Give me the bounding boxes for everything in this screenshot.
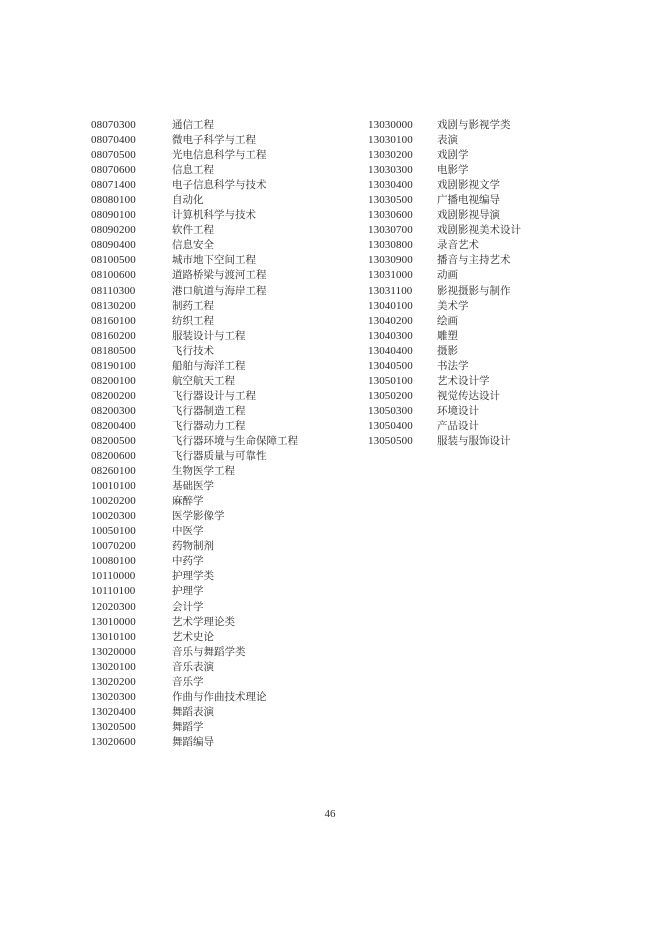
- major-name: 药物制剂: [172, 540, 214, 553]
- major-name: 制药工程: [172, 299, 214, 312]
- major-name: 微电子科学与工程: [172, 134, 256, 147]
- major-name: 信息工程: [172, 164, 214, 177]
- major-code: 13010000: [91, 615, 136, 628]
- major-code: 08090100: [91, 209, 136, 222]
- major-code: 13031100: [368, 284, 413, 297]
- major-code: 13010100: [91, 630, 136, 643]
- major-code: 13031000: [368, 269, 413, 282]
- major-name: 艺术史论: [172, 630, 214, 643]
- major-name: 表演: [437, 134, 458, 147]
- major-name: 播音与主持艺术: [437, 254, 511, 267]
- major-name: 产品设计: [437, 419, 479, 432]
- major-name: 通信工程: [172, 119, 214, 131]
- major-name: 医学影像学: [172, 510, 225, 523]
- major-code: 08070300: [91, 119, 136, 131]
- major-name: 港口航道与海岸工程: [172, 284, 267, 297]
- major-code: 13040300: [368, 329, 413, 342]
- major-code: 08130200: [91, 299, 136, 312]
- major-code: 13040500: [368, 359, 413, 372]
- major-name: 戏剧影视美术设计: [437, 224, 521, 237]
- major-name: 护理学: [172, 585, 204, 598]
- major-code: 13030200: [368, 149, 413, 162]
- major-code: 13030600: [368, 209, 413, 222]
- major-code: 13020000: [91, 645, 136, 658]
- major-name: 中医学: [172, 525, 204, 538]
- major-code: 08090400: [91, 239, 136, 252]
- major-code: 08200300: [91, 404, 136, 417]
- major-code: 13030000: [368, 119, 413, 131]
- major-code: 13030300: [368, 164, 413, 177]
- major-code: 10110000: [91, 570, 136, 583]
- major-name: 艺术学理论类: [172, 615, 235, 628]
- major-name: 麻醉学: [172, 495, 204, 508]
- major-code: 13030800: [368, 239, 413, 252]
- major-code: 08160100: [91, 314, 136, 327]
- major-name: 戏剧影视导演: [437, 209, 500, 222]
- major-code: 08160200: [91, 329, 136, 342]
- major-code: 13030500: [368, 194, 413, 207]
- major-code: 13030700: [368, 224, 413, 237]
- major-name: 音乐与舞蹈学类: [172, 645, 246, 658]
- major-name: 飞行器环境与生命保障工程: [172, 434, 298, 447]
- major-name: 飞行器制造工程: [172, 404, 246, 417]
- major-name: 电子信息科学与技术: [172, 179, 267, 192]
- major-name: 摄影: [437, 344, 458, 357]
- major-code: 13020300: [91, 690, 136, 703]
- major-name: 飞行器动力工程: [172, 419, 246, 432]
- major-name: 视觉传达设计: [437, 389, 500, 402]
- major-code: 08200500: [91, 434, 136, 447]
- major-code: 13020600: [91, 735, 136, 748]
- major-code: 08110300: [91, 284, 136, 297]
- major-name: 艺术设计学: [437, 374, 490, 387]
- major-name: 服装设计与工程: [172, 329, 246, 342]
- major-code: 08070400: [91, 134, 136, 147]
- major-code: 08071400: [91, 179, 136, 192]
- major-code: 13020200: [91, 675, 136, 688]
- major-name: 飞行器设计与工程: [172, 389, 256, 402]
- major-code: 08200400: [91, 419, 136, 432]
- major-code: 13020100: [91, 660, 136, 673]
- major-name: 环境设计: [437, 404, 479, 417]
- major-name: 戏剧学: [437, 149, 469, 162]
- major-name: 服装与服饰设计: [437, 434, 511, 447]
- major-code: 08100600: [91, 269, 136, 282]
- major-name: 录音艺术: [437, 239, 479, 252]
- major-code: 08100500: [91, 254, 136, 267]
- major-code: 13050400: [368, 419, 413, 432]
- major-name: 动画: [437, 269, 458, 282]
- page-number: 46: [324, 808, 336, 820]
- major-code: 10010100: [91, 480, 136, 493]
- major-name: 纺织工程: [172, 314, 214, 327]
- major-code: 13040100: [368, 299, 413, 312]
- major-name: 飞行器质量与可靠性: [172, 450, 267, 463]
- major-name: 戏剧与影视学类: [437, 119, 511, 131]
- major-name: 作曲与作曲技术理论: [172, 690, 267, 703]
- major-name: 船舶与海洋工程: [172, 359, 246, 372]
- major-code: 13050500: [368, 434, 413, 447]
- major-name: 软件工程: [172, 224, 214, 237]
- major-name: 绘画: [437, 314, 458, 327]
- major-code: 10020200: [91, 495, 136, 508]
- major-code: 08200100: [91, 374, 136, 387]
- major-code: 08200200: [91, 389, 136, 402]
- major-name: 广播电视编导: [437, 194, 500, 207]
- major-code: 08070500: [91, 149, 136, 162]
- major-name: 雕塑: [437, 329, 458, 342]
- major-code: 13050100: [368, 374, 413, 387]
- major-name: 信息安全: [172, 239, 214, 252]
- major-name: 自动化: [172, 194, 204, 207]
- major-code: 08180500: [91, 344, 136, 357]
- major-name: 基础医学: [172, 480, 214, 493]
- major-code: 10070200: [91, 540, 136, 553]
- major-name: 飞行技术: [172, 344, 214, 357]
- major-code: 10080100: [91, 555, 136, 568]
- major-code: 13050200: [368, 389, 413, 402]
- major-code: 13040400: [368, 344, 413, 357]
- major-name: 电影学: [437, 164, 469, 177]
- major-name: 美术学: [437, 299, 469, 312]
- major-name: 舞蹈编导: [172, 735, 214, 748]
- major-name: 护理学类: [172, 570, 214, 583]
- major-code: 13030900: [368, 254, 413, 267]
- major-name: 影视摄影与制作: [437, 284, 511, 297]
- major-code: 10050100: [91, 525, 136, 538]
- major-code: 10110100: [91, 585, 136, 598]
- major-name: 航空航天工程: [172, 374, 235, 387]
- major-code: 13020400: [91, 705, 136, 718]
- major-name: 计算机科学与技术: [172, 209, 256, 222]
- major-name: 道路桥梁与渡河工程: [172, 269, 267, 282]
- major-code: 13040200: [368, 314, 413, 327]
- major-code: 10020300: [91, 510, 136, 523]
- major-name: 音乐表演: [172, 660, 214, 673]
- major-code: 13030100: [368, 134, 413, 147]
- major-name: 音乐学: [172, 675, 204, 688]
- major-code: 08070600: [91, 164, 136, 177]
- major-code: 08080100: [91, 194, 136, 207]
- major-code: 08200600: [91, 450, 136, 463]
- major-name: 会计学: [172, 600, 204, 613]
- major-code: 08090200: [91, 224, 136, 237]
- major-code: 08190100: [91, 359, 136, 372]
- major-name: 生物医学工程: [172, 465, 235, 478]
- major-code: 13050300: [368, 404, 413, 417]
- major-name: 光电信息科学与工程: [172, 149, 267, 162]
- major-name: 戏剧影视文学: [437, 179, 500, 192]
- major-name: 舞蹈学: [172, 720, 204, 733]
- major-name: 舞蹈表演: [172, 705, 214, 718]
- major-name: 书法学: [437, 359, 469, 372]
- major-code: 13020500: [91, 720, 136, 733]
- major-code: 13030400: [368, 179, 413, 192]
- major-code: 08260100: [91, 465, 136, 478]
- major-name: 城市地下空间工程: [172, 254, 256, 267]
- major-code: 12020300: [91, 600, 136, 613]
- major-name: 中药学: [172, 555, 204, 568]
